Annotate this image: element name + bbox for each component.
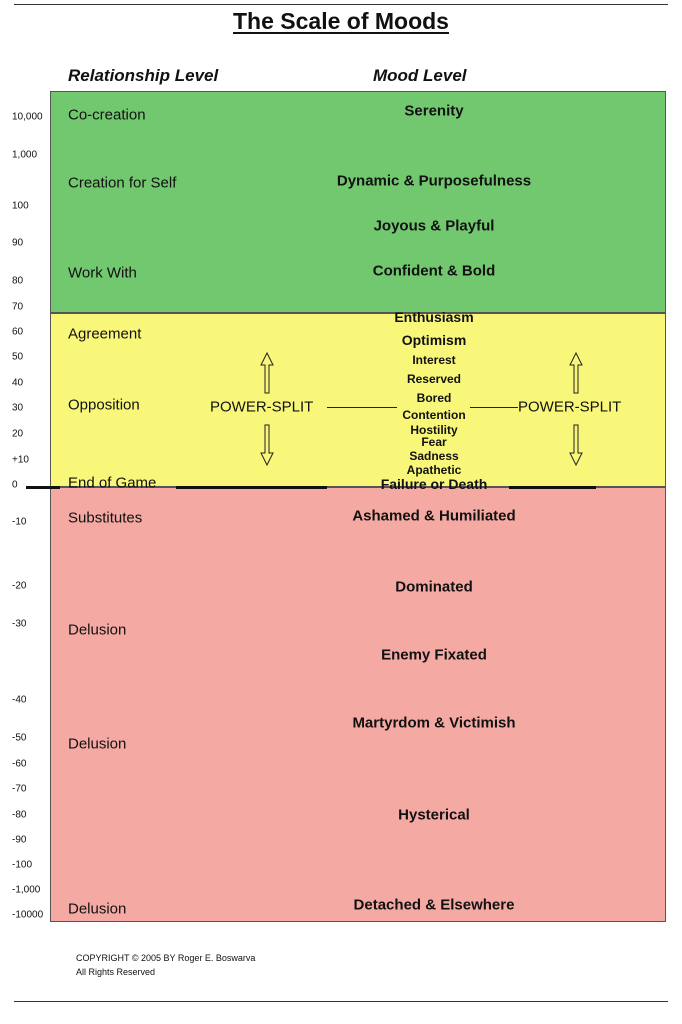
scale-number: 20: [12, 428, 24, 440]
scale-number: 80: [12, 275, 24, 287]
copyright-line-1: COPYRIGHT © 2005 BY Roger E. Boswarva: [76, 953, 256, 963]
relationship-level-label: Co-creation: [68, 106, 146, 124]
scale-number: -40: [12, 694, 27, 706]
scale-number: -30: [12, 618, 27, 630]
scale-number: -10000: [12, 909, 44, 921]
relationship-level-label: Substitutes: [68, 509, 143, 527]
mood-label: Dominated: [395, 578, 473, 596]
scale-number: 40: [12, 377, 24, 389]
mood-label: Serenity: [404, 102, 464, 120]
relationship-level-header: Relationship Level: [68, 66, 219, 85]
down-arrow-right-icon: [569, 424, 583, 466]
mood-label: Enthusiasm: [394, 309, 474, 325]
power-split-right-label: POWER-SPLIT: [518, 398, 622, 416]
relationship-level-label: Opposition: [68, 396, 140, 414]
relationship-level-label: Agreement: [68, 325, 142, 343]
scale-number: +10: [12, 454, 29, 466]
scale-number: -1,000: [12, 884, 41, 896]
mood-label: Failure or Death: [380, 476, 488, 492]
top-border-line: [14, 4, 668, 5]
mood-label: Martyrdom & Victimish: [352, 714, 516, 732]
scale-number: 70: [12, 301, 24, 313]
mood-label: Apathetic: [406, 463, 462, 477]
mood-label: Hostility: [410, 423, 458, 437]
copyright-line-2: All Rights Reserved: [76, 967, 156, 977]
mood-label: Detached & Elsewhere: [353, 896, 515, 914]
band-green-positive: [50, 91, 666, 313]
relationship-level-label: Delusion: [68, 900, 127, 918]
mood-label: Contention: [402, 408, 466, 422]
bottom-border-line: [14, 1001, 668, 1002]
scale-number: -90: [12, 834, 27, 846]
up-arrow-right-icon: [569, 352, 583, 394]
scale-number: -10: [12, 516, 27, 528]
mood-label: Bored: [416, 391, 452, 405]
power-split-right-connector: [470, 407, 518, 408]
scale-number: 1,000: [12, 149, 38, 161]
mood-label: Hysterical: [398, 806, 470, 824]
mood-label: Ashamed & Humiliated: [352, 507, 516, 525]
mood-label: Fear: [421, 435, 447, 449]
scale-number: -100: [12, 859, 33, 871]
up-arrow-left-icon: [260, 352, 274, 394]
mood-label: Joyous & Playful: [373, 217, 495, 235]
zero-line-left-stub: [26, 486, 60, 489]
mood-level-header: Mood Level: [373, 66, 467, 85]
scale-number: 100: [12, 200, 29, 212]
copyright-notice: [76, 951, 255, 979]
page-title: [0, 8, 682, 35]
mood-label: Enemy Fixated: [381, 646, 487, 664]
scale-number: -80: [12, 809, 27, 821]
mood-label: Interest: [412, 353, 456, 367]
scale-number: 50: [12, 351, 24, 363]
relationship-level-label: Creation for Self: [68, 174, 177, 192]
relationship-level-label: Delusion: [68, 621, 127, 639]
mood-label: Optimism: [401, 332, 467, 348]
page-title-text: The Scale of Moods: [233, 8, 449, 34]
power-split-left-connector: [327, 407, 397, 408]
scale-number: -60: [12, 758, 27, 770]
mood-label: Confident & Bold: [372, 262, 496, 280]
band-red-negative: [50, 487, 666, 922]
power-split-left-label: POWER-SPLIT: [210, 398, 314, 416]
scale-number: 90: [12, 237, 24, 249]
scale-number: 60: [12, 326, 24, 338]
scale-number: -70: [12, 783, 27, 795]
down-arrow-left-icon: [260, 424, 274, 466]
scale-number: -50: [12, 732, 27, 744]
mood-label: Dynamic & Purposefulness: [336, 172, 532, 190]
scale-number: 0: [12, 479, 18, 491]
scale-number: -20: [12, 580, 27, 592]
scale-number: 30: [12, 402, 24, 414]
scale-number: 10,000: [12, 111, 43, 123]
relationship-level-label: Delusion: [68, 735, 127, 753]
mood-label: Reserved: [406, 372, 462, 386]
relationship-level-label: Work With: [68, 264, 137, 282]
relationship-level-label: End of Game: [68, 474, 157, 492]
mood-label: Sadness: [409, 449, 459, 463]
